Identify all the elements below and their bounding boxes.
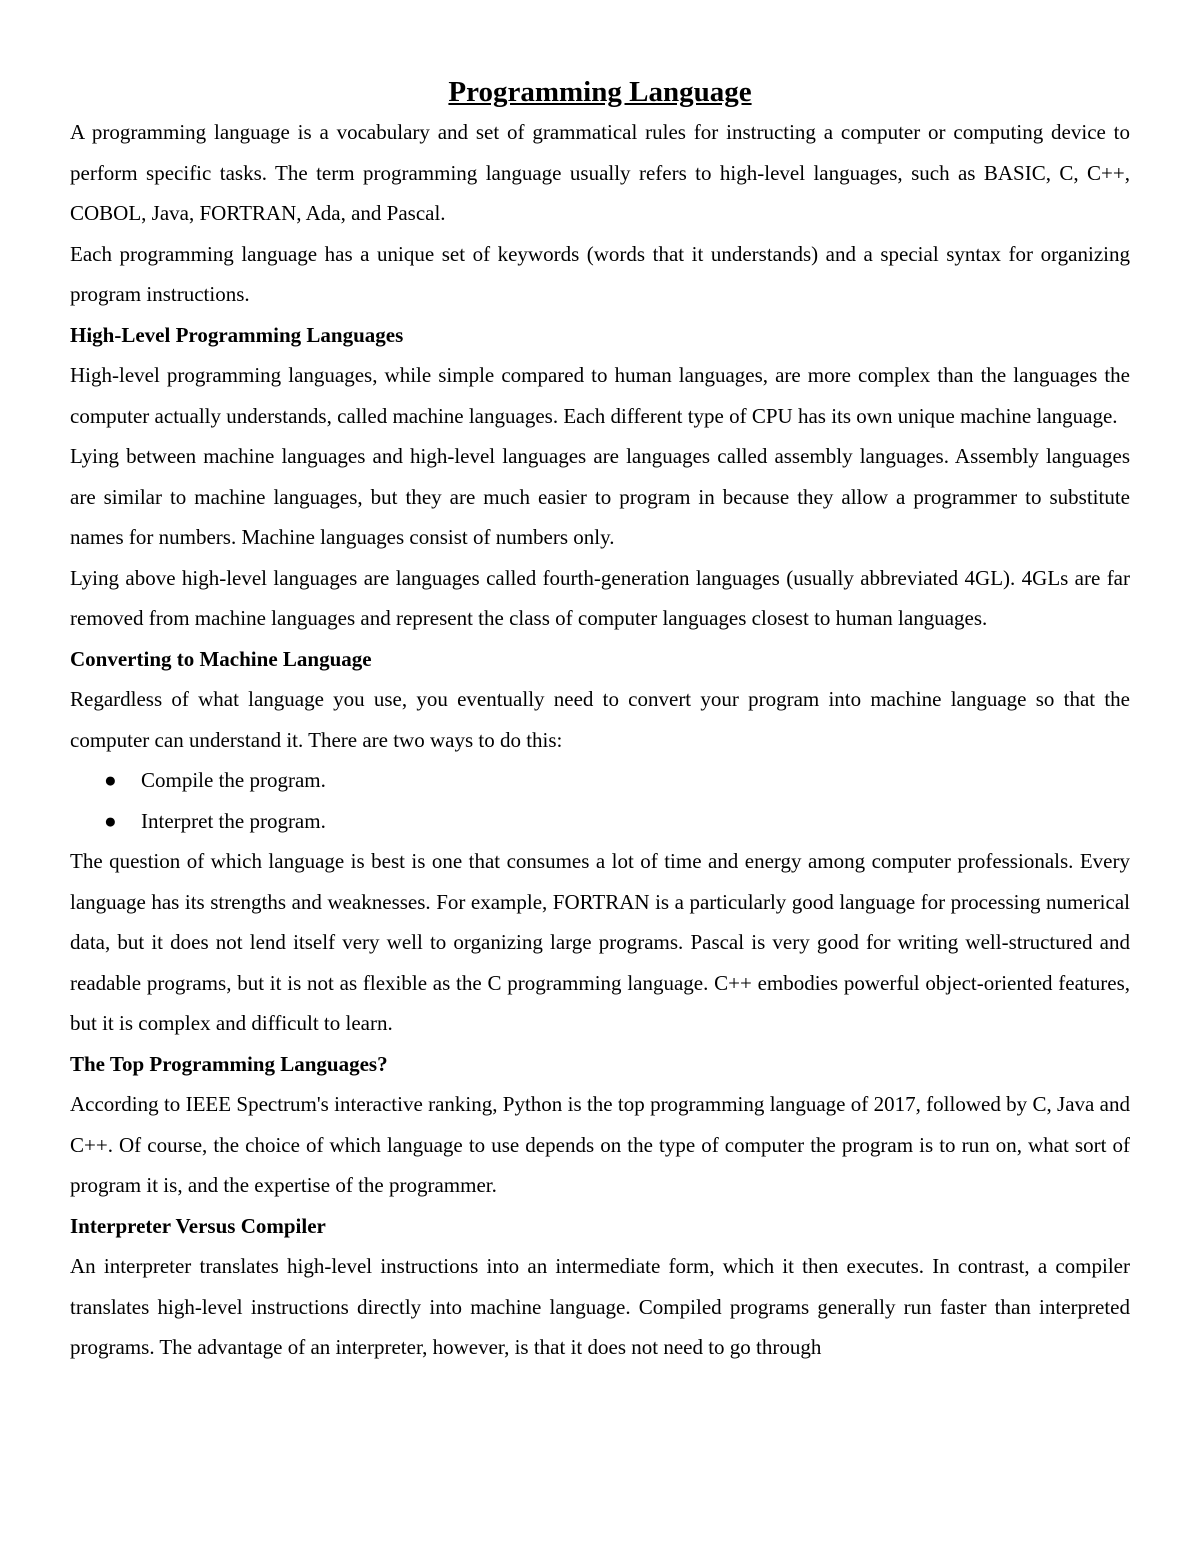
list-item-text: Interpret the program.: [141, 808, 326, 833]
intro-paragraph-2: Each programming language has a unique set of keywords (words that it understands) and a special syntax for organizing program instructions.: [70, 241, 1130, 306]
high-level-paragraph-3: Lying above high-level languages are languages called fourth-generation languages (usually abbreviated 4GL). 4GLs are far removed from machine languages and represent the class of computer languages closest to human languages.: [70, 565, 1130, 630]
converting-paragraph-2: The question of which language is best is one that consumes a lot of time and energy among computer professionals. Every language has its strengths and weaknesses. For example, FORTRAN is a particularly good language for processing numerical data, but it does not lend itself very well to organizing large programs. Pascal is very good for writing well-structured and readable programs, but it is not as flexible as the C programming language. C++ embodies powerful object-oriented features, but it is complex and difficult to learn.: [70, 849, 1130, 1035]
interpreter-paragraph: An interpreter translates high-level instructions into an intermediate form, which it then executes. In contrast, a compiler translates high-level instructions directly into machine language. Compiled programs generally run faster than interpreted programs. The advantage of an interpreter, however, is that it does not need to go through: [70, 1254, 1130, 1359]
heading-converting: Converting to Machine Language: [70, 646, 372, 671]
bullet-icon: ●: [104, 808, 117, 833]
heading-high-level: High-Level Programming Languages: [70, 322, 404, 347]
list-item-text: Compile the program.: [141, 768, 326, 792]
conversion-methods-list: [70, 760, 1130, 841]
converting-paragraph-1: Regardless of what language you use, you eventually need to convert your program into machine language so that the computer can understand it. There are two ways to do this:: [70, 687, 1130, 752]
page-title: Programming Language: [448, 76, 752, 108]
intro-paragraph-1: A programming language is a vocabulary and set of grammatical rules for instructing a computer or computing device to perform specific tasks. The term programming language usually refers to high-level languages, such as BASIC, C, C++, COBOL, Java, FORTRAN, Ada, and Pascal.: [70, 120, 1130, 225]
list-item: [70, 801, 1130, 842]
document-page: [70, 70, 1130, 1368]
top-languages-paragraph: According to IEEE Spectrum's interactive ranking, Python is the top programming language of 2017, followed by C, Java and C++. Of course, the choice of which language to use depends on the type of computer the program is to run on, what sort of program it is, and the expertise of the programmer.: [70, 1092, 1130, 1197]
heading-top-languages: The Top Programming Languages?: [70, 1051, 388, 1076]
bullet-icon: ●: [104, 768, 117, 792]
high-level-paragraph-2: Lying between machine languages and high-level languages are languages called assembly languages. Assembly languages are similar to machine languages, but they are much easier to program in because they allow a programmer to substitute names for numbers. Machine languages consist of numbers only.: [70, 444, 1130, 549]
high-level-paragraph-1: High-level programming languages, while simple compared to human languages, are more complex than the languages the computer actually understands, called machine languages. Each different type of CPU has its own unique machine language.: [70, 363, 1130, 428]
heading-interpreter-vs-compiler: Interpreter Versus Compiler: [70, 1213, 326, 1238]
list-item: [70, 760, 1130, 801]
